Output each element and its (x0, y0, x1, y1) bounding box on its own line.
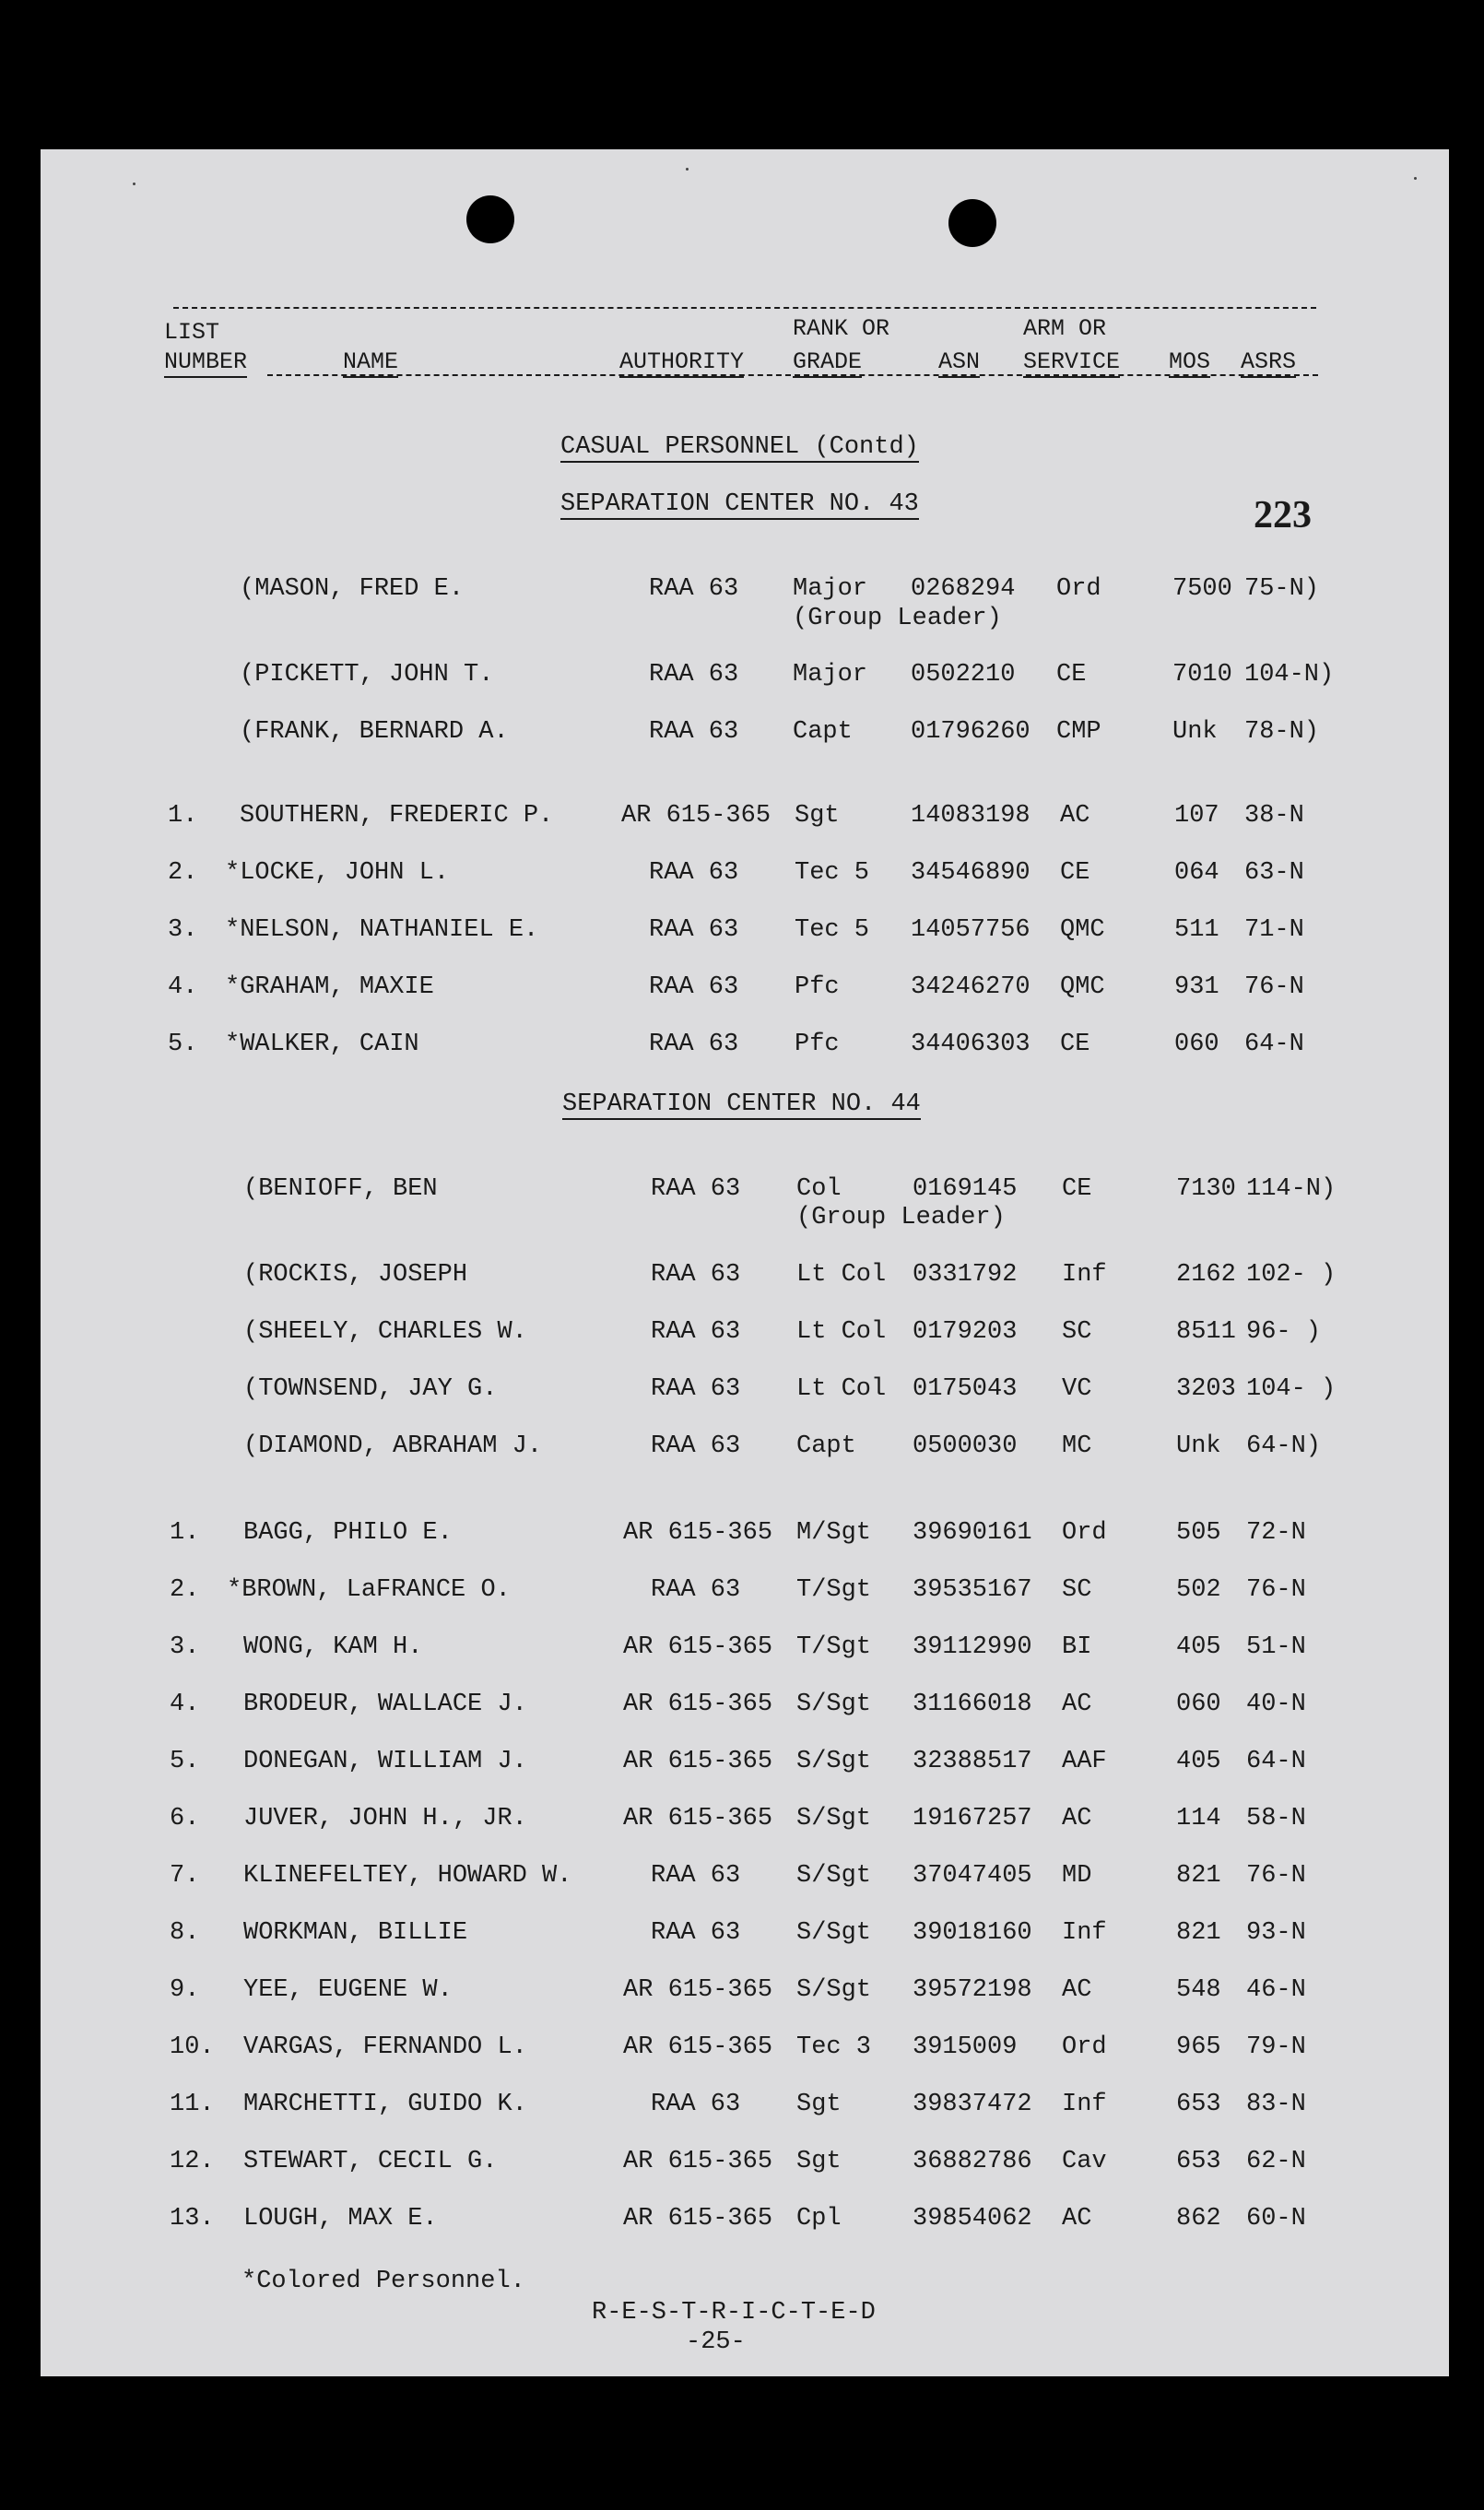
header-top-rule (173, 307, 1316, 309)
arm: Inf (1062, 1919, 1107, 1947)
asrs: 93-N (1246, 1919, 1306, 1947)
asrs: 102- ) (1246, 1261, 1337, 1289)
list-number: 1. (170, 1519, 200, 1547)
authority: AR 615-365 (623, 1805, 773, 1832)
rank: S/Sgt (796, 1919, 872, 1947)
rank: Tec 5 (795, 859, 870, 887)
name: (PICKETT, JOHN T. (240, 661, 494, 689)
asn: 39690161 (913, 1519, 1032, 1547)
arm: AC (1062, 1976, 1092, 2004)
list-number: 13. (170, 2205, 215, 2233)
arm: AC (1062, 2205, 1092, 2233)
name: *BROWN, LaFRANCE O. (227, 1576, 511, 1604)
asrs: 64-N) (1246, 1432, 1322, 1460)
asrs: 96- ) (1246, 1318, 1322, 1346)
rank: Sgt (796, 2148, 842, 2175)
arm: CE (1060, 1031, 1090, 1058)
name: (FRANK, BERNARD A. (240, 718, 509, 746)
list-number: 2. (170, 1576, 200, 1604)
list-number: 5. (168, 1031, 198, 1058)
list-number: 4. (170, 1691, 200, 1718)
mos: 107 (1174, 802, 1219, 830)
asrs: 51-N (1246, 1633, 1306, 1661)
asrs: 76-N (1246, 1576, 1306, 1604)
mos: 511 (1174, 916, 1219, 944)
name: BAGG, PHILO E. (243, 1519, 453, 1547)
asn: 0169145 (913, 1175, 1018, 1203)
asn: 19167257 (913, 1805, 1032, 1832)
asn: 37047405 (913, 1862, 1032, 1890)
asrs: 38-N (1244, 802, 1304, 830)
mos: Unk (1176, 1432, 1221, 1460)
asn: 0175043 (913, 1375, 1018, 1403)
list-number: 3. (168, 916, 198, 944)
name: VARGAS, FERNANDO L. (243, 2033, 527, 2061)
name: WORKMAN, BILLIE (243, 1919, 468, 1947)
mos: 502 (1176, 1576, 1221, 1604)
name: (ROCKIS, JOSEPH (243, 1261, 468, 1289)
authority: AR 615-365 (623, 1748, 773, 1775)
arm: CE (1056, 661, 1087, 689)
arm: QMC (1060, 973, 1105, 1001)
mos: 8511 (1176, 1318, 1236, 1346)
asn: 39018160 (913, 1919, 1032, 1947)
asn: 34406303 (911, 1031, 1031, 1058)
authority: RAA 63 (651, 1175, 741, 1203)
asn: 14083198 (911, 802, 1031, 830)
authority: AR 615-365 (623, 1519, 773, 1547)
rank: Tec 3 (796, 2033, 872, 2061)
group-leader-note: (Group Leader) (793, 605, 1002, 632)
list-number: 1. (168, 802, 198, 830)
arm: BI (1062, 1633, 1092, 1661)
name: JUVER, JOHN H., JR. (243, 1805, 527, 1832)
arm: Ord (1056, 575, 1101, 603)
arm: CE (1060, 859, 1090, 887)
authority: RAA 63 (649, 718, 739, 746)
mos: 060 (1176, 1691, 1221, 1718)
rank: S/Sgt (796, 1976, 872, 2004)
asrs: 71-N (1244, 916, 1304, 944)
name: WONG, KAM H. (243, 1633, 423, 1661)
mos: 653 (1176, 2091, 1221, 2118)
header-rank-1: RANK OR (793, 315, 890, 342)
arm: Ord (1062, 2033, 1107, 2061)
asrs: 83-N (1246, 2091, 1306, 2118)
list-number: 2. (168, 859, 198, 887)
asn: 39535167 (913, 1576, 1032, 1604)
arm: SC (1062, 1318, 1092, 1346)
rank: M/Sgt (796, 1519, 872, 1547)
rank: Pfc (795, 973, 840, 1001)
name: YEE, EUGENE W. (243, 1976, 453, 2004)
name: *LOCKE, JOHN L. (225, 859, 450, 887)
asn: 14057756 (911, 916, 1031, 944)
list-number: 5. (170, 1748, 200, 1775)
authority: AR 615-365 (623, 1976, 773, 2004)
asn: 32388517 (913, 1748, 1032, 1775)
authority: AR 615-365 (623, 2033, 773, 2061)
rank: T/Sgt (796, 1633, 872, 1661)
mos: 7130 (1176, 1175, 1236, 1203)
mos: 653 (1176, 2148, 1221, 2175)
asn: 0500030 (913, 1432, 1018, 1460)
list-number: 10. (170, 2033, 215, 2061)
authority: AR 615-365 (623, 2148, 773, 2175)
arm: Inf (1062, 1261, 1107, 1289)
asn: 39854062 (913, 2205, 1032, 2233)
arm: AC (1060, 802, 1090, 830)
mos: 7500 (1172, 575, 1232, 603)
rank: Col (796, 1175, 842, 1203)
name: STEWART, CECIL G. (243, 2148, 498, 2175)
classification-marking: R-E-S-T-R-I-C-T-E-D (592, 2299, 876, 2327)
list-number: 9. (170, 1976, 200, 2004)
list-number: 3. (170, 1633, 200, 1661)
header-bottom-rule (267, 374, 1318, 376)
name: SOUTHERN, FREDERIC P. (240, 802, 554, 830)
mos: 064 (1174, 859, 1219, 887)
arm: MC (1062, 1432, 1092, 1460)
asrs: 46-N (1246, 1976, 1306, 2004)
speck (1414, 177, 1417, 180)
name: MARCHETTI, GUIDO K. (243, 2091, 527, 2118)
mos: Unk (1172, 718, 1218, 746)
asrs: 62-N (1246, 2148, 1306, 2175)
arm: VC (1062, 1375, 1092, 1403)
speck (686, 168, 689, 171)
authority: AR 615-365 (623, 2205, 773, 2233)
arm: CE (1062, 1175, 1092, 1203)
mos: 862 (1176, 2205, 1221, 2233)
header-mos: MOS (1169, 348, 1210, 378)
asrs: 78-N) (1244, 718, 1320, 746)
mos: 505 (1176, 1519, 1221, 1547)
arm: CMP (1056, 718, 1101, 746)
asn: 0179203 (913, 1318, 1018, 1346)
list-number: 12. (170, 2148, 215, 2175)
mos: 965 (1176, 2033, 1221, 2061)
authority: RAA 63 (651, 1318, 741, 1346)
header-list: LIST (164, 319, 220, 346)
header-rank-2: GRADE (793, 348, 862, 378)
asrs: 40-N (1246, 1691, 1306, 1718)
asn: 3915009 (913, 2033, 1018, 2061)
asn: 0502210 (911, 661, 1016, 689)
name: (SHEELY, CHARLES W. (243, 1318, 527, 1346)
asn: 36882786 (913, 2148, 1032, 2175)
asn: 01796260 (911, 718, 1031, 746)
section-heading-43: SEPARATION CENTER NO. 43 (560, 490, 919, 518)
arm: AC (1062, 1805, 1092, 1832)
authority: RAA 63 (651, 1919, 741, 1947)
asrs: 75-N) (1244, 575, 1320, 603)
asn: 39572198 (913, 1976, 1032, 2004)
page-number: -25- (686, 2328, 746, 2356)
rank: Major (793, 661, 868, 689)
rank: S/Sgt (796, 1805, 872, 1832)
footnote: *Colored Personnel. (241, 2268, 525, 2295)
mos: 060 (1174, 1031, 1219, 1058)
name: (BENIOFF, BEN (243, 1175, 438, 1203)
name: *WALKER, CAIN (225, 1031, 419, 1058)
asn: 34246270 (911, 973, 1031, 1001)
name: LOUGH, MAX E. (243, 2205, 438, 2233)
header-arm-2: SERVICE (1023, 348, 1120, 378)
page-title: CASUAL PERSONNEL (Contd) (560, 433, 919, 461)
mos: 405 (1176, 1748, 1221, 1775)
list-number: 4. (168, 973, 198, 1001)
section-heading-44: SEPARATION CENTER NO. 44 (562, 1090, 921, 1118)
authority: RAA 63 (649, 1031, 739, 1058)
rank: Lt Col (796, 1318, 887, 1346)
rank: Tec 5 (795, 916, 870, 944)
group-leader-note: (Group Leader) (796, 1204, 1006, 1231)
header-number: NUMBER (164, 348, 247, 378)
mos: 2162 (1176, 1261, 1236, 1289)
rank: Lt Col (796, 1375, 887, 1403)
asrs: 64-N (1244, 1031, 1304, 1058)
name: (DIAMOND, ABRAHAM J. (243, 1432, 543, 1460)
header-asrs: ASRS (1241, 348, 1296, 378)
list-number: 8. (170, 1919, 200, 1947)
mos: 405 (1176, 1633, 1221, 1661)
rank: Pfc (795, 1031, 840, 1058)
name: (MASON, FRED E. (240, 575, 465, 603)
mos: 3203 (1176, 1375, 1236, 1403)
authority: RAA 63 (651, 2091, 741, 2118)
punch-hole-left (466, 195, 514, 243)
header-authority: AUTHORITY (619, 348, 744, 378)
arm: AC (1062, 1691, 1092, 1718)
name: KLINEFELTEY, HOWARD W. (243, 1862, 572, 1890)
name: *GRAHAM, MAXIE (225, 973, 434, 1001)
authority: AR 615-365 (621, 802, 771, 830)
rank: Sgt (796, 2091, 842, 2118)
rank: Cpl (796, 2205, 842, 2233)
asrs: 64-N (1246, 1748, 1306, 1775)
asrs: 72-N (1246, 1519, 1306, 1547)
asrs: 76-N (1244, 973, 1304, 1001)
authority: RAA 63 (649, 661, 739, 689)
rank: Capt (796, 1432, 856, 1460)
punch-hole-right (948, 199, 996, 247)
name: *NELSON, NATHANIEL E. (225, 916, 539, 944)
speck (133, 183, 135, 185)
asrs: 58-N (1246, 1805, 1306, 1832)
authority: RAA 63 (651, 1862, 741, 1890)
asn: 0268294 (911, 575, 1016, 603)
arm: Ord (1062, 1519, 1107, 1547)
arm: Cav (1062, 2148, 1107, 2175)
name: BRODEUR, WALLACE J. (243, 1691, 527, 1718)
authority: RAA 63 (649, 575, 739, 603)
asn: 39837472 (913, 2091, 1032, 2118)
mos: 821 (1176, 1919, 1221, 1947)
rank: T/Sgt (796, 1576, 872, 1604)
mos: 7010 (1172, 661, 1232, 689)
rank: S/Sgt (796, 1862, 872, 1890)
arm: QMC (1060, 916, 1105, 944)
rank: Major (793, 575, 868, 603)
asrs: 104- ) (1246, 1375, 1337, 1403)
authority: RAA 63 (651, 1375, 741, 1403)
authority: AR 615-365 (623, 1633, 773, 1661)
arm: AAF (1062, 1748, 1107, 1775)
rank: S/Sgt (796, 1748, 872, 1775)
mos: 114 (1176, 1805, 1221, 1832)
asrs: 79-N (1246, 2033, 1306, 2061)
rank: Sgt (795, 802, 840, 830)
mos: 931 (1174, 973, 1219, 1001)
mos: 548 (1176, 1976, 1221, 2004)
mos: 821 (1176, 1862, 1221, 1890)
asn: 0331792 (913, 1261, 1018, 1289)
header-arm-1: ARM OR (1023, 315, 1107, 342)
asrs: 60-N (1246, 2205, 1306, 2233)
authority: RAA 63 (649, 916, 739, 944)
header-name: NAME (343, 348, 398, 378)
authority: AR 615-365 (623, 1691, 773, 1718)
asrs: 76-N (1246, 1862, 1306, 1890)
asn: 31166018 (913, 1691, 1032, 1718)
asn: 39112990 (913, 1633, 1032, 1661)
list-number: 11. (170, 2091, 215, 2118)
name: (TOWNSEND, JAY G. (243, 1375, 498, 1403)
list-number: 7. (170, 1862, 200, 1890)
authority: RAA 63 (651, 1261, 741, 1289)
authority: RAA 63 (651, 1576, 741, 1604)
asrs: 104-N) (1244, 661, 1335, 689)
asn: 34546890 (911, 859, 1031, 887)
rank: Lt Col (796, 1261, 887, 1289)
authority: RAA 63 (649, 973, 739, 1001)
authority: RAA 63 (651, 1432, 741, 1460)
asrs: 63-N (1244, 859, 1304, 887)
arm: MD (1062, 1862, 1092, 1890)
name: DONEGAN, WILLIAM J. (243, 1748, 527, 1775)
arm: Inf (1062, 2091, 1107, 2118)
page-mark: 223 (1254, 494, 1312, 536)
list-number: 6. (170, 1805, 200, 1832)
arm: SC (1062, 1576, 1092, 1604)
rank: Capt (793, 718, 853, 746)
header-asn: ASN (938, 348, 980, 378)
asrs: 114-N) (1246, 1175, 1337, 1203)
rank: S/Sgt (796, 1691, 872, 1718)
authority: RAA 63 (649, 859, 739, 887)
